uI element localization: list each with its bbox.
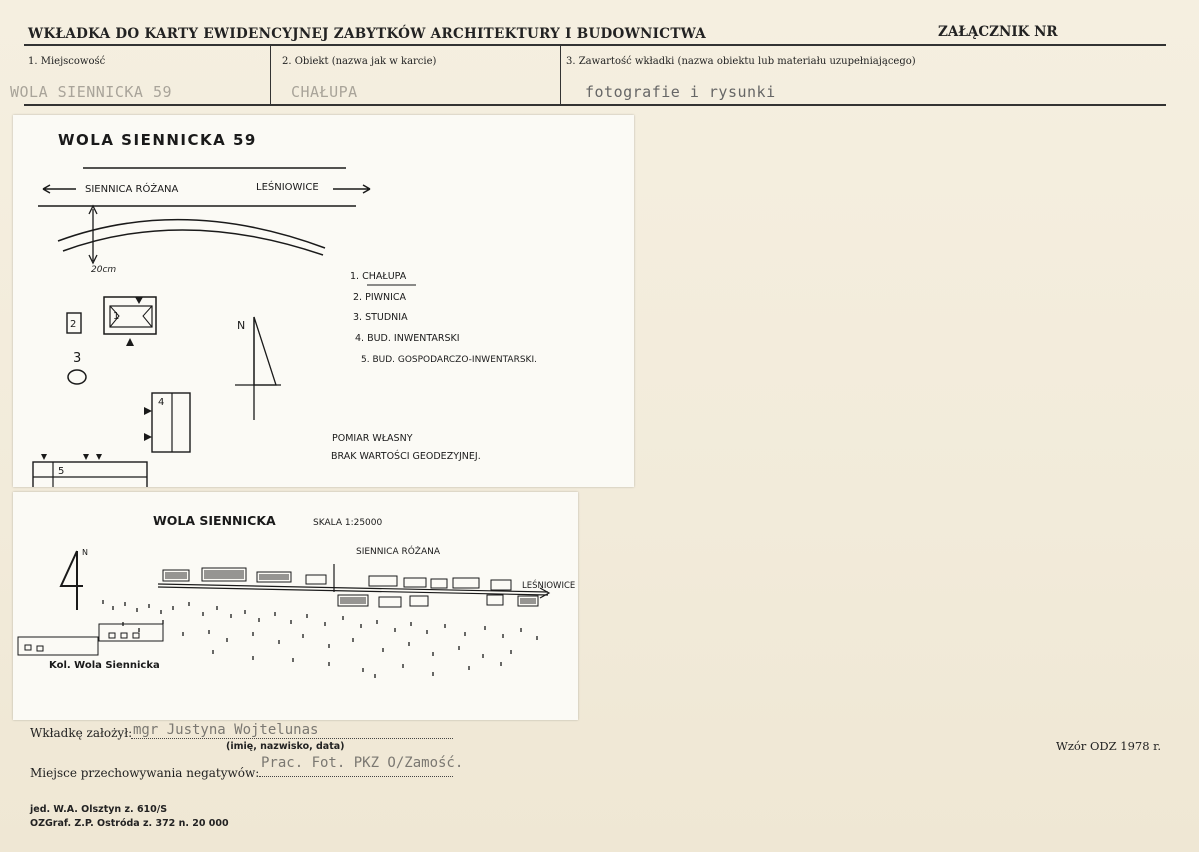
colony-houses bbox=[25, 633, 139, 651]
negatives-value: Prac. Fot. PKZ O/Zamość. bbox=[261, 755, 464, 771]
distance-label: 20cm bbox=[91, 265, 117, 275]
north-label: N bbox=[237, 319, 246, 332]
annex-label: ZAŁĄCZNIK NR bbox=[938, 24, 1058, 40]
locality-label: 1. Miejscowość bbox=[28, 56, 106, 67]
print-info-1: jed. W.A. Olsztyn z. 610/S bbox=[30, 804, 168, 815]
legend-item-2: 2. PIWNICA bbox=[353, 292, 407, 303]
map-place-bottom: Kol. Wola Siennicka bbox=[49, 660, 160, 671]
created-by-hint: (imię, nazwisko, data) bbox=[226, 741, 345, 752]
contents-label: 3. Zawartość wkładki (nazwa obiektu lub materiału uzupełniającego) bbox=[566, 56, 916, 67]
fields-rule bbox=[24, 104, 1166, 106]
object-value: CHAŁUPA bbox=[291, 83, 358, 101]
field-divider-2 bbox=[560, 45, 561, 105]
road-label-right: LEŚNIOWICE bbox=[256, 182, 319, 193]
building-1-number: 1 bbox=[113, 311, 120, 322]
map-scale: SKALA 1:25000 bbox=[313, 518, 383, 528]
map-title: WOLA SIENNICKA bbox=[153, 513, 276, 528]
form-title: WKŁADKA DO KARTY EWIDENCYJNEJ ZABYTKÓW ARCHITEKTURY I BUDOWNICTWA bbox=[28, 26, 707, 42]
legend-item-4: 4. BUD. INWENTARSKI bbox=[355, 333, 460, 344]
field-divider-1 bbox=[270, 45, 271, 105]
building-2-number: 2 bbox=[70, 319, 77, 330]
negatives-label: Miejsce przechowywania negatywów: bbox=[30, 766, 260, 780]
map-hatching bbox=[165, 570, 536, 604]
contents-value: fotografie i rysunki bbox=[585, 83, 776, 101]
note-line-2: BRAK WARTOŚCI GEODEZYJNEJ. bbox=[331, 451, 481, 462]
note-line-1: POMIAR WŁASNY bbox=[332, 433, 413, 444]
legend-list bbox=[350, 271, 537, 365]
sketch-title: WOLA SIENNICKA 59 bbox=[58, 131, 257, 149]
map-place-top: SIENNICA RÓŻANA bbox=[356, 547, 441, 557]
object-label: 2. Obiekt (nazwa jak w karcie) bbox=[282, 56, 437, 67]
building-5-number: 5 bbox=[58, 466, 65, 477]
legend-item-1: 1. CHAŁUPA bbox=[350, 271, 407, 282]
negatives-line bbox=[259, 776, 453, 777]
header-rule bbox=[24, 44, 1166, 46]
road-label-left: SIENNICA RÓŻANA bbox=[85, 184, 179, 195]
site-plan-sketch bbox=[13, 115, 634, 487]
legend-item-3: 3. STUDNIA bbox=[353, 312, 408, 323]
created-by-value: mgr Justyna Wojtelunas bbox=[133, 722, 319, 738]
created-by-label: Wkładkę założył: bbox=[30, 726, 133, 740]
legend-item-5: 5. BUD. GOSPODARCZO-INWENTARSKI. bbox=[361, 355, 537, 365]
building-4-number: 4 bbox=[158, 397, 165, 408]
map-tick-marks bbox=[103, 600, 537, 678]
template-number: Wzór ODZ 1978 r. bbox=[1056, 739, 1162, 753]
village-buildings bbox=[18, 568, 538, 655]
created-by-line bbox=[131, 738, 453, 739]
map-place-right: LEŚNIOWICE bbox=[522, 581, 576, 591]
locality-value: WOLA SIENNICKA 59 bbox=[10, 83, 173, 101]
print-info-2: OZGraf. Z.P. Ostróda z. 372 n. 20 000 bbox=[30, 818, 229, 829]
map-north-label: N bbox=[82, 548, 88, 557]
well-number: 3 bbox=[73, 351, 82, 366]
location-map-sketch bbox=[13, 492, 578, 720]
